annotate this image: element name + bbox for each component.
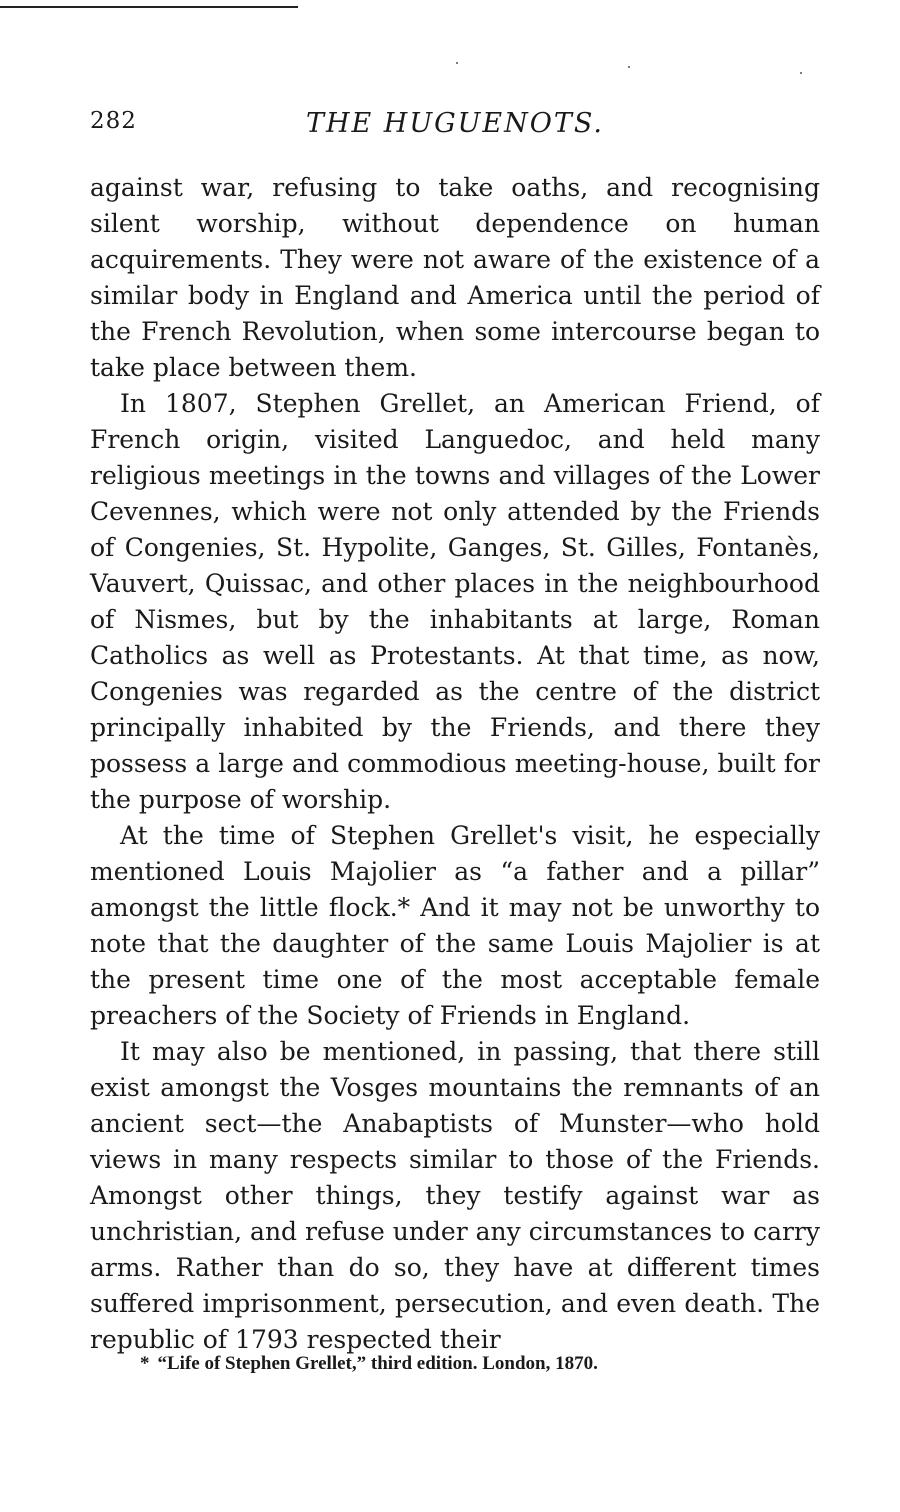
page-header xyxy=(90,108,820,148)
footnote-marker: * xyxy=(140,1353,150,1374)
running-title: THE HUGUENOTS. xyxy=(305,108,605,139)
paragraph-1: against war, refusing to take oaths, and recognising silent worship, without dependence on human acquirements. They were not aware of the existence of a similar body in England and America until the period of the French Revolution, when some intercourse began to take place between them. xyxy=(90,173,820,382)
paragraph-2: In 1807, Stephen Grellet, an American Friend, of French origin, visited Languedoc, and held many religious meetings in the towns and villages of the Lower Cevennes, which were not only attended by the Friends of Congenies, St. Hypolite, Ganges, St. Gilles, Fontanès, Vauvert, Quissac, and other places in the neighbourhood of Nismes, but by the inhabitants at large, Roman Catholics as well as Protestants. At that time, as now, Congenies was regarded as the centre of the district principally inhabited by the Friends, and there they possess a large and commodious meeting-house, built for the purpose of worship. xyxy=(90,389,820,814)
footnote-text: “Life of Stephen Grellet,” third edition. London, 1870. xyxy=(157,1353,598,1374)
top-border-rule xyxy=(0,6,298,8)
page-number: 282 xyxy=(90,108,137,134)
paragraph-4: It may also be mentioned, in passing, that there still exist amongst the Vosges mountains the remnants of an ancient sect—the Anabaptists of Munster—who hold views in many respects similar to those of the Friends. Amongst other things, they testify against war as unchristian, and refuse under any circumstances to carry arms. Rather than do so, they have at different times suffered imprisonment, persecution, and even death. The republic of 1793 respected their xyxy=(90,1037,820,1354)
paragraph-3: At the time of Stephen Grellet's visit, he especially mentioned Louis Majolier as “a father and a pillar” amongst the little flock.* And it may not be unworthy to note that the daughter of the same Louis Majolier is at the present time one of the most acceptable female preachers of the Society of Friends in England. xyxy=(90,821,820,1030)
footnote xyxy=(140,1351,820,1377)
body-text xyxy=(90,170,820,1358)
